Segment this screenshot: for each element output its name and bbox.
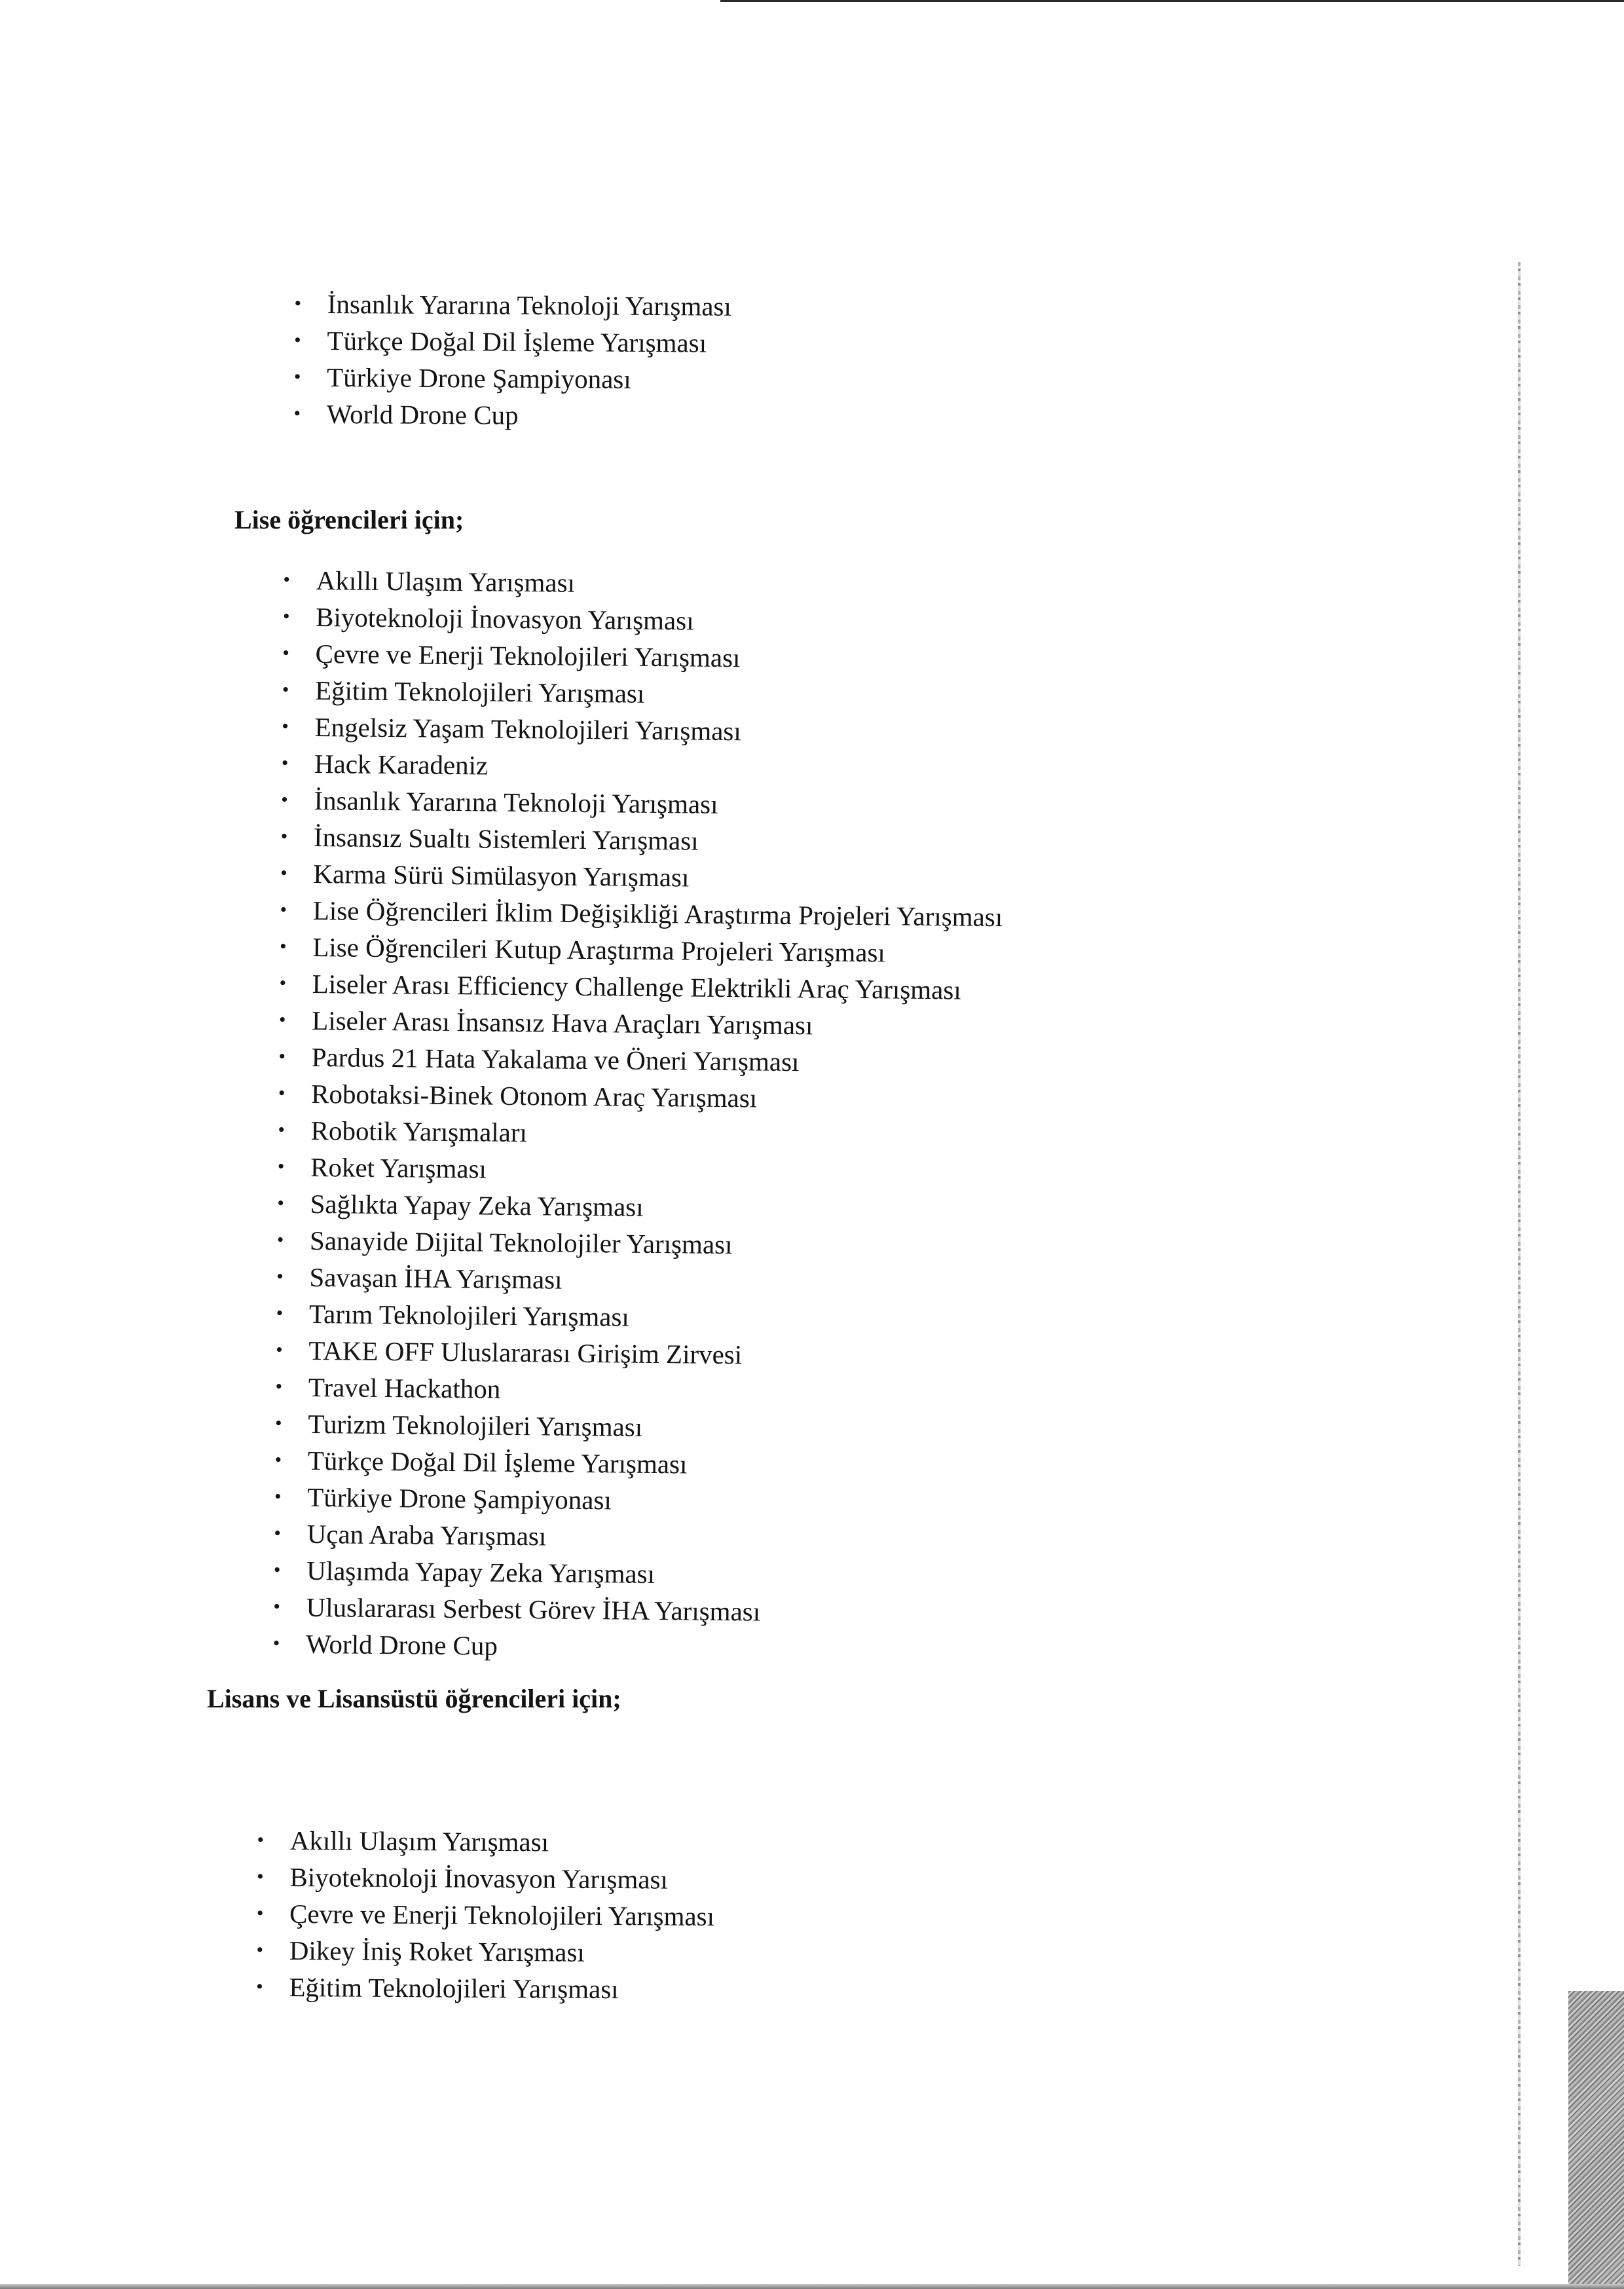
list-item <box>282 599 1006 642</box>
bullet-icon: • <box>293 402 301 424</box>
list-item-text: Akıllı Ulaşım Yarışması <box>289 1825 549 1857</box>
list-item-text: Roket Yarışması <box>310 1151 487 1184</box>
list-item <box>256 1969 714 2008</box>
list-item <box>278 1075 1001 1119</box>
list-item <box>280 819 1004 862</box>
bullet-icon: • <box>274 1522 282 1544</box>
list-item <box>276 1332 999 1375</box>
bullet-icon: • <box>275 1375 283 1398</box>
list-item <box>281 745 1005 789</box>
scan-top-edge <box>720 0 1624 2</box>
list-item-text: Hack Karadeniz <box>314 748 489 781</box>
list-item-text: Türkçe Doğal Dil İşleme Yarışması <box>327 325 707 358</box>
bullet-icon: • <box>276 1229 284 1251</box>
list-item-text: Robotaksi-Binek Otonom Araç Yarışması <box>310 1078 758 1113</box>
bullet-icon: • <box>256 1902 264 1924</box>
bullet-icon: • <box>294 292 302 314</box>
bullet-icon: • <box>278 1119 286 1141</box>
bullet-icon: • <box>257 1829 265 1851</box>
list-item-text: Eğitim Teknolojileri Yarışması <box>314 675 645 709</box>
list-item-text: Sanayide Dijital Teknolojiler Yarışması <box>309 1225 733 1260</box>
list-item <box>280 855 1003 899</box>
bullet-icon: • <box>279 972 287 994</box>
list-item <box>278 1039 1001 1082</box>
list-item-text: Uluslararası Serbest Görev İHA Yarışması <box>306 1591 761 1627</box>
bullet-icon: • <box>256 1975 263 1998</box>
list-item <box>278 1002 1002 1045</box>
bullet-icon: • <box>279 935 287 958</box>
list-item-text: Liseler Arası Efficiency Challenge Elektrikli Araç Yarışması <box>312 968 961 1005</box>
bullet-icon: • <box>276 1265 284 1288</box>
bullet-icon: • <box>278 1045 286 1068</box>
bullet-icon: • <box>274 1485 282 1508</box>
list-item-text: Savaşan İHA Yarışması <box>309 1261 563 1295</box>
list-item <box>293 396 731 435</box>
bullet-icon: • <box>274 1412 282 1434</box>
list-item-text: İnsansız Sualtı Sistemleri Yarışması <box>313 821 699 856</box>
bullet-icon: • <box>277 1192 285 1214</box>
list-item-text: Lise Öğrencileri Kutup Araştırma Projeleri Yarışması <box>312 931 886 968</box>
bullet-icon: • <box>282 679 289 701</box>
bullet-icon: • <box>294 329 301 351</box>
list-item <box>282 709 1005 752</box>
lisans-heading: Lisans ve Lisansüstü öğrencileri için; <box>207 1684 621 1713</box>
list-item <box>277 1185 1000 1229</box>
list-item-text: İnsanlık Yararına Teknoloji Yarışması <box>327 288 732 322</box>
list-item <box>273 1589 996 1632</box>
bullet-icon: • <box>283 568 291 591</box>
list-item-text: Çevre ve Enerji Teknolojileri Yarışması <box>289 1898 715 1931</box>
list-item-text: Türkçe Doğal Dil İşleme Yarışması <box>307 1445 688 1479</box>
list-item-text: Türkiye Drone Şampiyonası <box>327 362 631 394</box>
list-item-text: Türkiye Drone Şampiyonası <box>307 1481 612 1516</box>
bullet-icon: • <box>257 1865 264 1888</box>
bullet-icon: • <box>278 1082 286 1104</box>
lise-competition-list <box>272 562 1006 1669</box>
list-item-text: Tarım Teknolojileri Yarışması <box>308 1298 630 1332</box>
bullet-icon: • <box>282 605 290 627</box>
list-item-text: Ulaşımda Yapay Zeka Yarışması <box>306 1555 655 1590</box>
bullet-icon: • <box>272 1632 280 1654</box>
list-item <box>274 1516 997 1559</box>
list-item <box>273 1552 997 1595</box>
bullet-icon: • <box>274 1449 282 1471</box>
list-item <box>257 1822 715 1861</box>
list-item-text: İnsanlık Yararına Teknoloji Yarışması <box>314 785 718 819</box>
bullet-icon: • <box>281 752 289 774</box>
list-item-text: World Drone Cup <box>326 398 519 430</box>
bullet-icon: • <box>282 715 289 737</box>
list-item <box>293 359 731 398</box>
list-item <box>276 1222 1000 1265</box>
list-item <box>294 322 731 362</box>
bullet-icon: • <box>293 365 301 388</box>
bullet-icon: • <box>281 789 288 811</box>
list-item-text: Karma Sürü Simülasyon Yarışması <box>313 858 690 893</box>
list-item-text: Sağlıkta Yapay Zeka Yarışması <box>310 1188 644 1222</box>
list-item-text: Biyoteknoloji İnovasyon Yarışması <box>289 1861 669 1895</box>
list-item-text: TAKE OFF Uluslararası Girişim Zirvesi <box>308 1335 743 1370</box>
list-item <box>276 1259 999 1302</box>
list-item <box>279 929 1003 972</box>
list-item <box>294 286 732 325</box>
list-item <box>278 1112 1001 1155</box>
list-item-text: Liseler Arası İnsansız Hava Araçları Yarışması <box>312 1005 813 1041</box>
list-item <box>256 1932 714 1971</box>
bullet-icon: • <box>256 1939 264 1961</box>
list-item <box>282 672 1005 715</box>
list-item <box>282 635 1005 679</box>
list-item <box>256 1895 715 1935</box>
list-item-text: Turizm Teknolojileri Yarışması <box>308 1408 643 1442</box>
intro-competition-list <box>293 286 732 435</box>
list-item <box>280 892 1003 935</box>
list-item-text: Pardus 21 Hata Yakalama ve Öneri Yarışması <box>311 1041 800 1077</box>
list-item <box>272 1626 996 1669</box>
list-item-text: World Drone Cup <box>305 1628 498 1661</box>
list-item <box>275 1369 999 1412</box>
lise-heading: Lise öğrencileri için; <box>234 505 464 534</box>
list-item-text: Akıllı Ulaşım Yarışması <box>316 565 576 598</box>
bullet-icon: • <box>278 1009 286 1031</box>
list-item-text: Dikey İniş Roket Yarışması <box>289 1935 585 1967</box>
bullet-icon: • <box>273 1559 281 1581</box>
bullet-icon: • <box>280 825 288 847</box>
list-item-text: Biyoteknoloji İnovasyon Yarışması <box>315 601 694 636</box>
list-item-text: Uçan Araba Yarışması <box>306 1518 547 1552</box>
scan-corner-artifact <box>1568 1991 1624 2289</box>
bullet-icon: • <box>277 1155 285 1178</box>
scan-right-edge <box>1518 262 1521 2266</box>
bullet-icon: • <box>280 862 287 884</box>
list-item-text: Eğitim Teknolojileri Yarışması <box>289 1971 619 2005</box>
lisans-competition-list <box>256 1822 715 2008</box>
list-item-text: Robotik Yarışmaları <box>310 1115 528 1148</box>
list-item <box>274 1405 998 1449</box>
list-item <box>277 1149 1001 1192</box>
scan-bottom-edge <box>0 2284 1624 2289</box>
list-item <box>274 1479 997 1522</box>
bullet-icon: • <box>282 642 290 664</box>
list-item-text: Travel Hackathon <box>308 1371 501 1404</box>
list-item <box>283 562 1006 605</box>
list-item-text: Engelsiz Yaşam Teknolojileri Yarışması <box>314 711 741 747</box>
list-item <box>274 1442 998 1485</box>
list-item-text: Çevre ve Enerji Teknolojileri Yarışması <box>315 638 741 673</box>
list-item <box>276 1295 999 1339</box>
list-item <box>257 1859 714 1898</box>
bullet-icon: • <box>280 899 287 921</box>
list-item <box>281 782 1004 825</box>
bullet-icon: • <box>276 1339 283 1361</box>
list-item <box>279 965 1003 1009</box>
bullet-icon: • <box>276 1302 284 1324</box>
list-item-text: Lise Öğrencileri İklim Değişikliği Araştırma Projeleri Yarışması <box>312 895 1003 933</box>
bullet-icon: • <box>273 1595 281 1618</box>
